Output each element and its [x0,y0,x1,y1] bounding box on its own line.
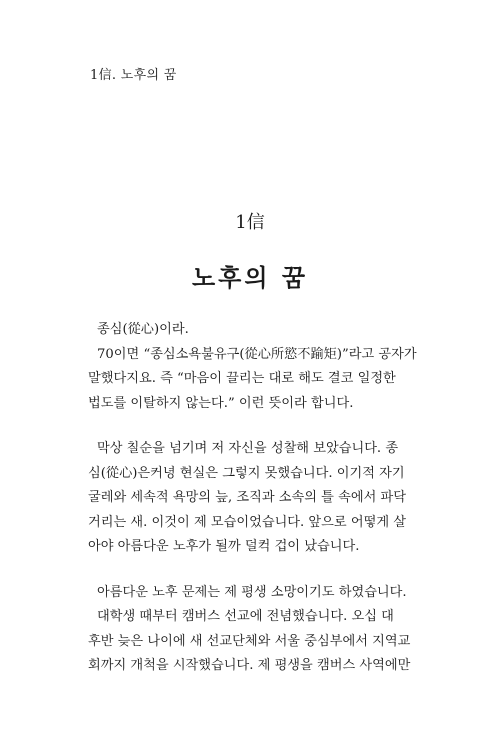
paragraph [88,581,418,679]
paragraph [88,437,418,560]
chapter-title: 노후의 꿈 [191,264,309,292]
text-line: 심(從心)은커녕 현실은 그렇지 못했습니다. 이기적 자기 [88,465,405,481]
text-line: 대학생 때부터 캠버스 선교에 전념했습니다. 오십 대 [97,609,394,624]
text-line: 거리는 새. 이것이 제 모습이었습니다. 앞으로 어떻게 살 [88,514,406,530]
text-line: 후반 늦은 나이에 새 선교단체와 서울 중심부에서 지역교 [88,633,411,649]
paragraph-gap [88,416,418,437]
text-line: 아야 아름다운 노후가 될까 덜컥 겁이 났습니다. [88,539,360,554]
paragraph-gap [88,560,418,581]
chapter-number: 1信 [235,212,265,233]
text-line: 아름다운 노후 문제는 제 평생 소망이기도 하였습니다. [97,584,407,600]
text-line: 종심(從心)이라. [97,322,189,337]
text-line: 막상 칠순을 넘기며 저 자신을 성찰해 보았습니다. 종 [97,441,399,456]
text-line: 말했다지요. 즉 “마음이 끌리는 대로 해도 결코 일정한 [88,371,396,386]
body-text [88,318,418,679]
text-line: 법도를 이탈하지 않는다.” 이런 뜻이라 합니다. [88,395,354,411]
paragraph [88,318,418,416]
running-header: 1信. 노후의 꿈 [90,68,177,83]
text-line: 굴레와 세속적 욕망의 늪, 조직과 소속의 틀 속에서 파닥 [88,490,406,505]
text-line: 70이면 “종심소욕불유구(從心所慾不踰矩)”라고 공자가 [97,346,417,362]
text-line: 회까지 개척을 시작했습니다. 제 평생을 캠버스 사역에만 [88,658,411,673]
